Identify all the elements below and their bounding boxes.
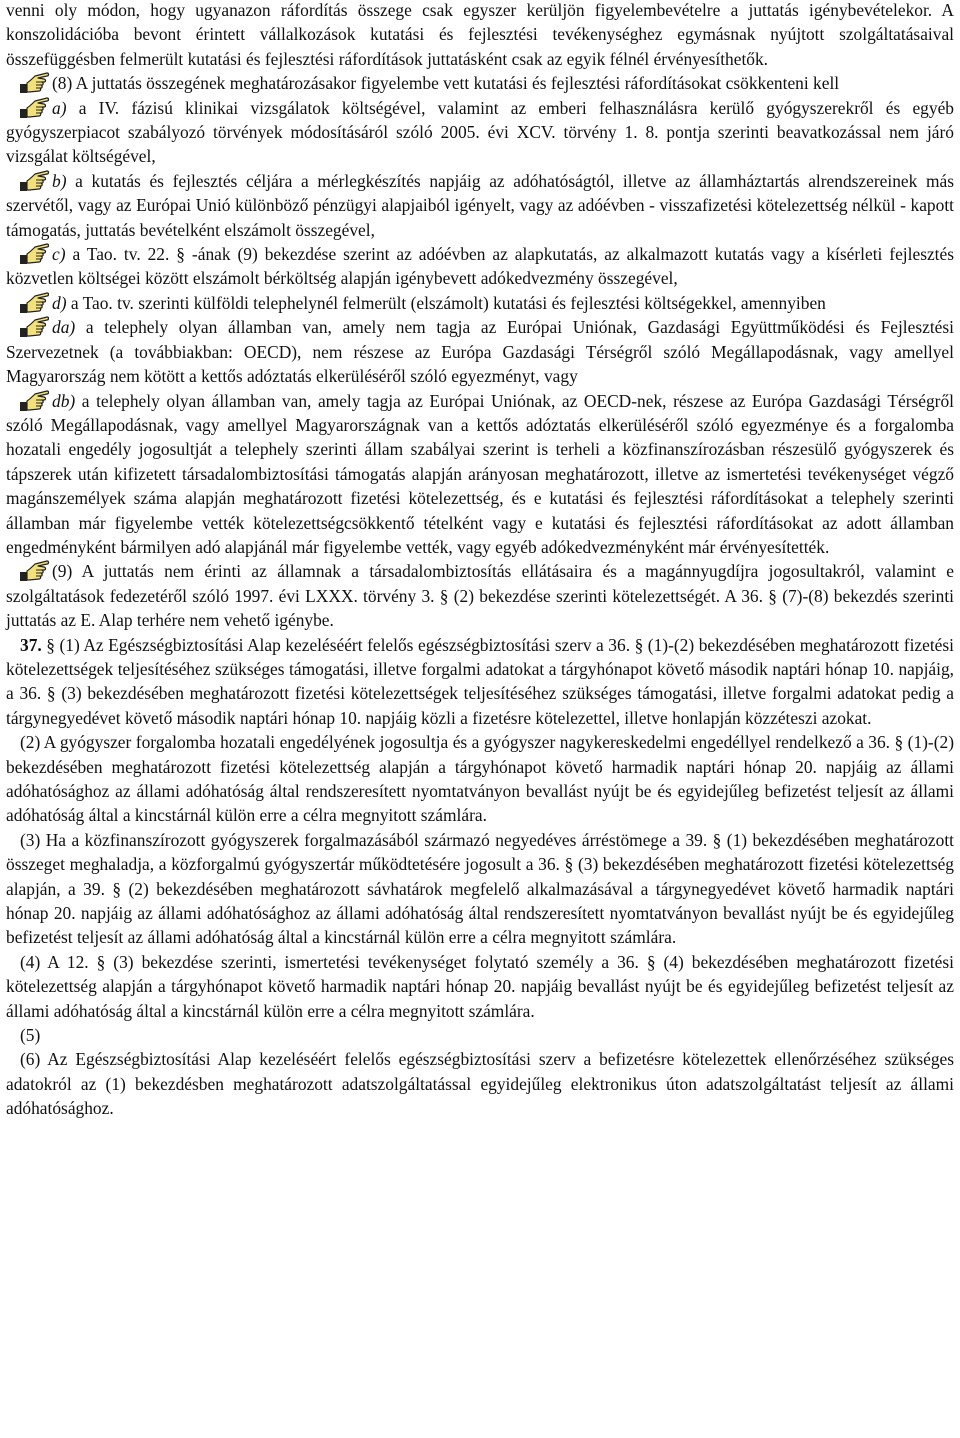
pointing-hand-icon[interactable] bbox=[18, 96, 50, 120]
section-37-3: (3) Ha a közfinanszírozott gyógyszerek forgalmazásából származó negyedéves árréstömege a 39. § (1) bekezdésében meghatározott összeget meghaladja, a közforgalmú gyógyszertár működtetésére jogosult a 36. § (3) bekezdésében meghatározott fizetési kötelezettség alapján, a 39. § (2) bekezdésében meghatározott sávhatárok megfelelő alkalmazásával a tárgynegyedévet követő harmadik naptári hónap 20. napjáig az állami adóhatósághoz az állami adóhatóság által rendszeresített nyomtatványon bevallást nyújt be és egyidejűleg befizetést teljesít az állami adóhatóság által a kincstárnál külön erre a célra megnyitott számlára. bbox=[6, 829, 954, 948]
paragraph-8-db: db) a telephely olyan államban van, amely tagja az Európai Uniónak, az OECD-nek, részese az Európa Gazdasági Térségről szóló Megállapodásnak, vagy amellyel Magyarországnak van a kettős adóztatás elkerüléséről szóló egyezménye és a forgalomba hozatali engedély jogosultját a telephely szerinti állam szabályai szerint is terheli a közfinanszírozásban részesülő gyógyszerek és tápszerek után kifizetett társadalombiztosítási támogatás alapján arányosan meghatározott, illetve az ismertetési tevékenységet végző magánszemélyek száma alapján meghatározott fizetési kötelezettség, és e kutatási és fejlesztési ráfordításokat a telephely szerinti államban már figyelembe vették kötelezettségcsökkentő tételként vagy e kutatási és fejlesztési ráfordításokat az adott államban engedményként bármilyen adó alapjánál már figyelembe vették, vagy egyéb adókedvezményként már érvényesítették. bbox=[6, 390, 954, 557]
pointing-hand-icon[interactable] bbox=[18, 389, 50, 413]
document-body bbox=[6, 0, 954, 1121]
paragraph-8-da: da) a telephely olyan államban van, amely nem tagja az Európai Uniónak, Gazdasági Együttműködési és Fejlesztési Szervezetnek (a továbbiakban: OECD), nem részese az Európa Gazdasági Térségről szóló Megállapodásnak, vagy amellyel Magyarország nem kötött a kettős adóztatás elkerüléséről szóló egyezményt, vagy bbox=[6, 317, 954, 387]
pointing-hand-icon[interactable] bbox=[18, 242, 50, 266]
section-number: 37. bbox=[20, 634, 42, 655]
paragraph-0: venni oly módon, hogy ugyanazon ráfordítás összege csak egyszer kerüljön figyelembevételre a juttatás igénybevételekor. A konszolidációba bevont érintett vállalkozások kutatási és fejlesztési tevékenységhez egymásnak nyújtott szolgáltatásaival összefüggésben felmerült kutatási és fejlesztési ráfordítások juttatásként csak az egyik félnél érvényesíthetők. bbox=[6, 0, 954, 69]
paragraph-9-bekezdes: (9) A juttatás nem érinti az államnak a társadalombiztosítás ellátásaira és a magánnyugdíjra jogosultakról, valamint e szolgáltatások fedezetéről szóló 1997. évi LXXX. törvény 3. § (2) bekezdése szerinti kötelezettségét. A 36. § (7)-(8) bekezdés szerinti juttatás az E. Alap terhére nem vehető igénybe. bbox=[6, 561, 954, 631]
paragraph-8-b: b) a kutatás és fejlesztés céljára a mérlegkészítés napjáig az adóhatóságtól, illetve az államháztartás alrendszereinek más szervétől, vagy az Európai Unió különböző pénzügyi alapjaiból igényelt, vagy az adóévben - visszafizetési kötelezettség nélkül - kapott támogatás, juttatás bevételként elszámolt összegével, bbox=[6, 170, 954, 240]
section-37: 37. § (1) Az Egészségbiztosítási Alap kezeléséért felelős egészségbiztosítási szerv a 36. § (1)-(2) bekezdésében meghatározott fizetési kötelezettségek teljesítéséhez szükséges támogatási, illetve forgalmi adatokat a tárgyhónapot követő második naptári hónap 10. napjáig, a 36. § (3) bekezdésében meghatározott fizetési kötelezettségek teljesítéséhez szükséges támogatási, illetve forgalmi adatokat pedig a tárgynegyedévet követő második naptári hónap 10. napjáig közli a fizetésre kötelezettel, illetve honlapján közzéteszi azokat. bbox=[6, 634, 954, 728]
pointing-hand-icon[interactable] bbox=[18, 291, 50, 315]
section-37-6: (6) Az Egészségbiztosítási Alap kezeléséért felelős egészségbiztosítási szerv a befizetésre kötelezettek ellenőrzéséhez szükséges adatokról az (1) bekezdésben meghatározott adatszolgáltatással egyidejűleg elektronikus úton adatszolgáltatást teljesít az állami adóhatósághoz. bbox=[6, 1049, 954, 1119]
pointing-hand-icon[interactable] bbox=[18, 169, 50, 193]
section-37-5: (5) bbox=[20, 1025, 41, 1046]
paragraph-8-a: a) a IV. fázisú klinikai vizsgálatok költségével, valamint az emberi felhasználásra kerülő gyógyszerekről és egyéb gyógyszerpiacot szabályozó törvények módosításáról szóló 2005. évi XCV. törvény 1. 8. pontja szerinti beavatkozással nem járó vizsgálat költségével, bbox=[6, 97, 954, 167]
pointing-hand-icon[interactable] bbox=[18, 559, 50, 583]
section-37-2: (2) A gyógyszer forgalomba hozatali engedélyének jogosultja és a gyógyszer nagykereskedelmi engedéllyel rendelkező a 36. § (1)-(2) bekezdésében meghatározott fizetési kötelezettség alapján a tárgyhónapot követő harmadik naptári hónap 20. napjáig az állami adóhatósághoz az állami adóhatóság által rendszeresített nyomtatványon bevallást nyújt be és egyidejűleg befizetést teljesít az állami adóhatóság által a kincstárnál külön erre a célra megnyitott számlára. bbox=[6, 732, 954, 826]
section-37-4: (4) A 12. § (3) bekezdése szerinti, ismertetési tevékenységet folytató személy a 36. § (4) bekezdésében meghatározott fizetési kötelezettség alapján a tárgyhónapot követő harmadik naptári hónap 20. napjáig bevallást nyújt be és egyidejűleg befizetést teljesít az állami adóhatóság által a kincstárnál külön erre a célra megnyitott számlára. bbox=[6, 951, 954, 1021]
paragraph-8-c: c) a Tao. tv. 22. § -ának (9) bekezdése szerint az adóévben az alapkutatás, az alkalmazott kutatás vagy a kísérleti fejlesztés közvetlen költségei között elszámolt bérköltség alapján igénybevett adókedvezmény összegével, bbox=[6, 244, 954, 289]
paragraph-8-bekezdes: (8) A juttatás összegének meghatározásakor figyelembe vett kutatási és fejlesztési ráfordításokat csökkenteni kell bbox=[6, 71, 954, 95]
paragraph-8-d: d) a Tao. tv. szerinti külföldi telephelynél felmerült (elszámolt) kutatási és fejlesztési költségekkel, amennyiben bbox=[6, 291, 954, 315]
pointing-hand-icon[interactable] bbox=[18, 315, 50, 339]
pointing-hand-icon[interactable] bbox=[18, 71, 50, 95]
